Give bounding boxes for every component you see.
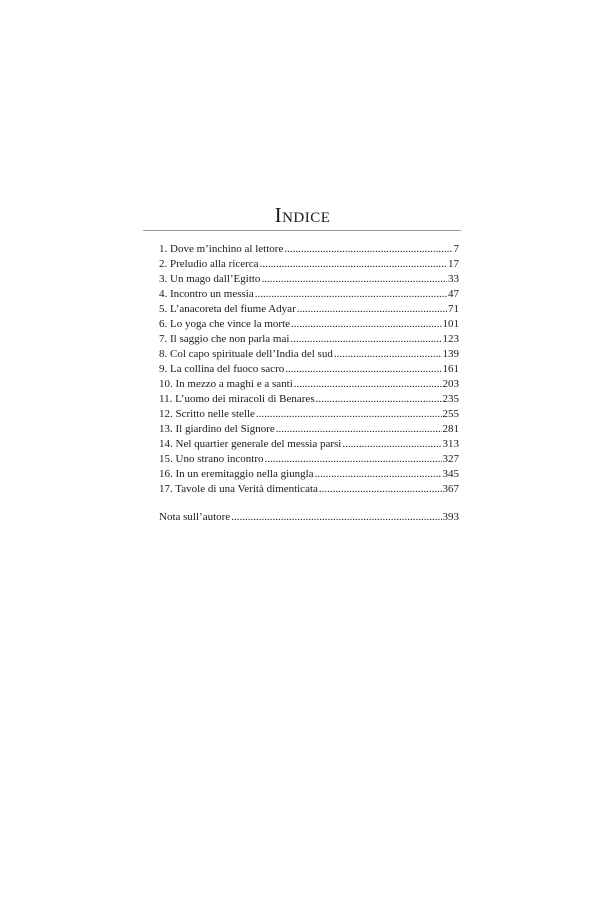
toc-entry-label: 9. La collina del fuoco sacro [159,363,285,375]
toc-entry-label: 11. L’uomo dei miracoli di Benares [159,393,315,405]
toc-entry[interactable] [159,287,459,302]
dot-leader [294,377,442,392]
toc-entry[interactable] [159,452,459,467]
toc-entry[interactable] [159,467,459,482]
toc-entry-label: 17. Tavole di una Verità dimenticata [159,483,318,495]
toc-entry-label: Nota sull’autore [159,511,231,523]
toc-entry[interactable] [159,272,459,287]
dot-leader [261,272,447,287]
toc-entry-label: 7. Il saggio che non parla mai [159,333,290,345]
toc-entry[interactable] [159,332,459,347]
toc-entry-label: 10. In mezzo a maghi e a santi [159,378,293,390]
dot-leader [285,362,441,377]
dot-leader [334,347,442,362]
page-title: Indice [274,203,331,227]
toc-entry-page: 33 [448,273,459,285]
toc-entry[interactable] [159,437,459,452]
toc-entry-label: 16. In un eremitaggio nella giungla [159,468,314,480]
toc-entry-label: 6. Lo yoga che vince la morte [159,318,291,330]
toc-entry[interactable] [159,242,459,257]
toc-entry-label: 2. Preludio alla ricerca [159,258,259,270]
dot-leader [315,467,442,482]
toc-entry-page: 123 [442,333,459,345]
toc-spacer [159,497,459,510]
toc-entry-page: 235 [442,393,459,405]
toc-entry[interactable] [159,482,459,497]
toc-entry-page: 161 [442,363,459,375]
toc-entry-page: 393 [442,511,459,523]
dot-leader [276,422,442,437]
toc-appendix-entry[interactable] [159,510,459,525]
toc-entry-page: 71 [448,303,459,315]
dot-leader [284,242,452,257]
toc-entry-label: 13. Il giardino del Signore [159,423,275,435]
toc-entry[interactable] [159,422,459,437]
toc-entry[interactable] [159,377,459,392]
toc-entry[interactable] [159,257,459,272]
toc-entry-label: 5. L’anacoreta del fiume Adyar [159,303,296,315]
toc-entry[interactable] [159,302,459,317]
toc-entry-page: 17 [448,258,459,270]
dot-leader [264,452,441,467]
toc-entry-page: 345 [442,468,459,480]
dot-leader [260,257,447,272]
toc-entry-page: 101 [442,318,459,330]
toc-entry-label: 4. Incontro un messia [159,288,254,300]
dot-leader [316,392,442,407]
toc-entry-page: 7 [453,243,459,255]
toc-entry-page: 281 [442,423,459,435]
title-divider [143,230,461,231]
dot-leader [297,302,447,317]
toc-entry-page: 47 [448,288,459,300]
table-of-contents [159,242,459,525]
toc-entry-label: 1. Dove m’inchino al lettore [159,243,284,255]
toc-entry-label: 8. Col capo spirituale dell’India del sud [159,348,333,360]
toc-entry-label: 14. Nel quartier generale del messia parsi [159,438,342,450]
toc-entry-page: 313 [442,438,459,450]
toc-entry[interactable] [159,407,459,422]
toc-entry-label: 12. Scritto nelle stelle [159,408,255,420]
toc-entry-page: 255 [442,408,459,420]
toc-entry[interactable] [159,362,459,377]
dot-leader [291,317,441,332]
toc-entry-page: 327 [442,453,459,465]
toc-entry-label: 3. Un mago dall’Egitto [159,273,261,285]
toc-entry-label: 15. Uno strano incontro [159,453,264,465]
toc-entry[interactable] [159,347,459,362]
dot-leader [290,332,441,347]
dot-leader [231,510,441,525]
toc-entry-page: 203 [442,378,459,390]
dot-leader [342,437,441,452]
dot-leader [256,407,442,422]
toc-entry[interactable] [159,317,459,332]
toc-entry[interactable] [159,392,459,407]
toc-entry-page: 139 [442,348,459,360]
toc-entry-page: 367 [442,483,459,495]
dot-leader [319,482,442,497]
dot-leader [255,287,447,302]
